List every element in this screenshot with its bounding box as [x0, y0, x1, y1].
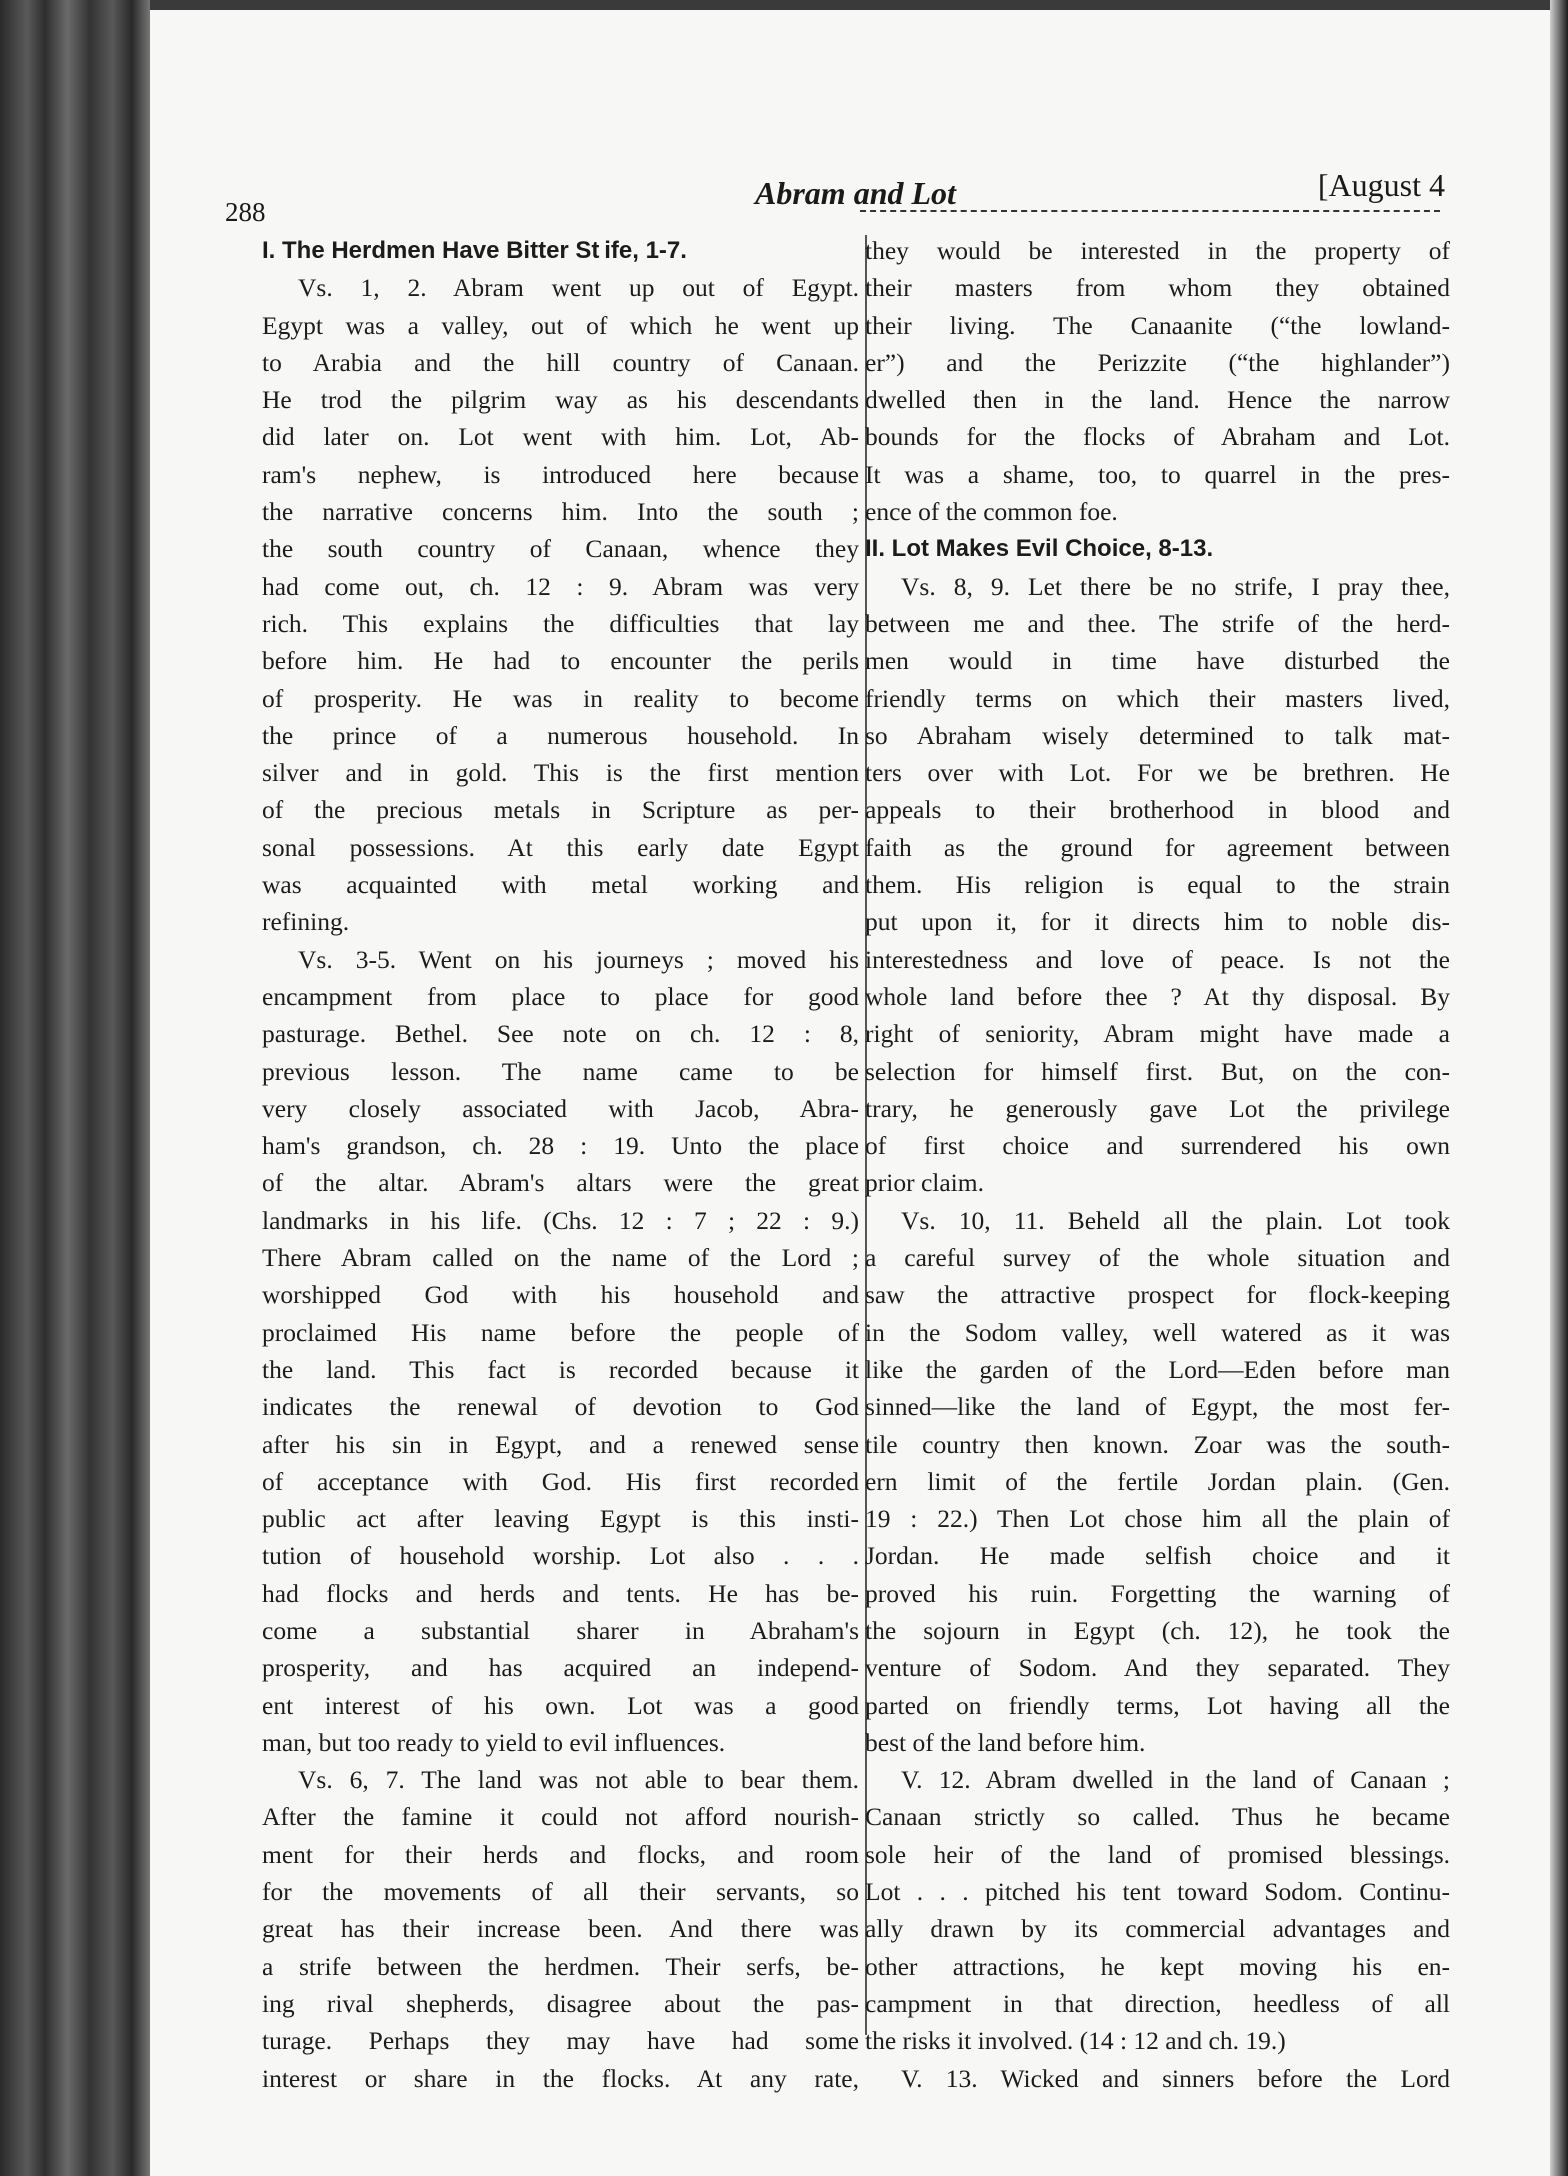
text-line: Vs. 8, 9. Let there be no strife, I pray thee,	[901, 571, 1450, 601]
text-line: them. His religion is equal to the strain	[865, 870, 1450, 900]
text-line: so Abraham wisely determined to talk mat-	[865, 720, 1450, 750]
text-line: landmarks in his life. (Chs. 12 : 7 ; 22 : 9.)	[262, 1205, 859, 1235]
text-line: a strife between the herdmen. Their serfs, be-	[262, 1951, 859, 1981]
text-line: come a substantial sharer in Abraham's	[262, 1615, 859, 1645]
text-line: of first choice and surrendered his own	[865, 1131, 1450, 1161]
text-line: before him. He had to encounter the perils	[262, 646, 859, 676]
text-line: encampment from place to place for good	[262, 981, 859, 1011]
text-line: they would be interested in the property of	[865, 236, 1450, 265]
text-line: ent interest of his own. Lot was a good	[262, 1690, 859, 1720]
text-line: V. 12. Abram dwelled in the land of Canaan ;	[901, 1765, 1450, 1795]
text-line: turage. Perhaps they may have had some	[262, 2026, 859, 2056]
text-line: in the Sodom valley, well watered as it was	[865, 1317, 1450, 1347]
running-title: Abram and Lot	[755, 175, 956, 211]
text-line: friendly terms on which their masters lived,	[865, 683, 1450, 713]
text-line: ern limit of the fertile Jordan plain. (Gen.	[865, 1466, 1450, 1496]
text-line: ters over with Lot. For we be brethren. He	[865, 758, 1450, 788]
text-line: interestedness and love of peace. Is not the	[865, 944, 1450, 974]
text-line: proclaimed His name before the people of	[262, 1317, 859, 1347]
text-line: like the garden of the Lord—Eden before man	[865, 1354, 1450, 1384]
text-line: indicates the renewal of devotion to God	[262, 1392, 859, 1422]
text-line: had come out, ch. 12 : 9. Abram was very	[262, 571, 859, 601]
text-line: their living. The Canaanite (“the lowland-	[865, 310, 1450, 340]
text-line: the risks it involved. (14 : 12 and ch. 19.)	[865, 2026, 1286, 2056]
text-line: It was a shame, too, to quarrel in the pres-	[865, 459, 1450, 489]
text-line: of the altar. Abram's altars were the great	[262, 1168, 859, 1198]
text-line: pasturage. Bethel. See note on ch. 12 : 8,	[262, 1019, 859, 1049]
text-line: of acceptance with God. His first recorded	[262, 1466, 859, 1496]
text-line: between me and thee. The strife of the herd-	[865, 608, 1450, 638]
text-line: other attractions, he kept moving his en-	[865, 1951, 1450, 1981]
text-line: to Arabia and the hill country of Canaan.	[262, 347, 859, 377]
running-date: [August 4	[1317, 167, 1445, 203]
text-line: had flocks and herds and tents. He has be-	[262, 1578, 859, 1608]
text-line: refining.	[262, 907, 350, 937]
text-line: trary, he generously gave Lot the privilege	[865, 1093, 1450, 1123]
text-line: V. 13. Wicked and sinners before the Lord	[901, 2063, 1450, 2093]
text-line: best of the land before him.	[865, 1727, 1146, 1757]
text-line: Vs. 6, 7. The land was not able to bear them.	[298, 1765, 859, 1795]
text-line: of prosperity. He was in reality to become	[262, 683, 859, 713]
text-line: sinned—like the land of Egypt, the most fer-	[865, 1392, 1450, 1422]
text-line: whole land before thee ? At thy disposal. By	[865, 981, 1450, 1011]
text-line: rich. This explains the difficulties that lay	[262, 608, 859, 638]
left-column	[262, 232, 859, 2097]
text-line: sonal possessions. At this early date Egypt	[262, 832, 859, 862]
text-line: ing rival shepherds, disagree about the pas-	[262, 1988, 859, 2018]
text-line: a careful survey of the whole situation and	[865, 1243, 1450, 1273]
book-binding-edge	[0, 0, 150, 2176]
running-header	[225, 167, 1445, 227]
text-line: ram's nephew, is introduced here because	[262, 459, 859, 489]
text-line: saw the attractive prospect for flock-keeping	[865, 1280, 1450, 1310]
text-line: great has their increase been. And there was	[262, 1914, 859, 1944]
text-line: parted on friendly terms, Lot having all the	[865, 1690, 1450, 1720]
text-line: the land. This fact is recorded because it	[262, 1354, 859, 1384]
text-line: appeals to their brotherhood in blood and	[865, 795, 1450, 825]
text-line: very closely associated with Jacob, Abra-	[262, 1093, 859, 1123]
text-line: Lot . . . pitched his tent toward Sodom. Continu-	[865, 1877, 1450, 1907]
text-line: previous lesson. The name came to be	[262, 1056, 859, 1086]
text-line: after his sin in Egypt, and a renewed sense	[262, 1429, 859, 1459]
text-line: bounds for the flocks of Abraham and Lot.	[865, 422, 1450, 452]
text-line: silver and in gold. This is the first mention	[262, 758, 859, 788]
text-line: the prince of a numerous household. In	[262, 720, 859, 750]
text-line: sole heir of the land of promised blessings.	[865, 1839, 1450, 1869]
right-page-edge	[1550, 0, 1568, 2176]
text-line: put upon it, for it directs him to noble dis-	[865, 907, 1450, 937]
text-line: selection for himself first. But, on the con-	[865, 1056, 1450, 1086]
text-line: er”) and the Perizzite (“the highlander”)	[865, 347, 1450, 377]
text-line: for the movements of all their servants, so	[262, 1877, 859, 1907]
text-line: proved his ruin. Forgetting the warning of	[865, 1578, 1450, 1608]
text-line: right of seniority, Abram might have made a	[865, 1019, 1450, 1049]
section-heading: I. The Herdmen Have Bitter St ife, 1-7.	[262, 237, 687, 264]
section-heading: II. Lot Makes Evil Choice, 8-13.	[865, 535, 1214, 563]
text-line: prior claim.	[865, 1168, 984, 1198]
text-line: ment for their herds and flocks, and room	[262, 1839, 859, 1869]
text-line: After the famine it could not afford nourish-	[262, 1802, 859, 1832]
text-line: was acquainted with metal working and	[262, 870, 859, 900]
text-line: public act after leaving Egypt is this insti-	[262, 1504, 859, 1534]
text-line: did later on. Lot went with him. Lot, Ab-	[262, 422, 859, 452]
text-line: ence of the common foe.	[865, 497, 1118, 527]
text-line: Egypt was a valley, out of which he went up	[262, 310, 859, 340]
text-line: interest or share in the flocks. At any rate,	[262, 2063, 859, 2093]
text-line: men would in time have disturbed the	[865, 646, 1450, 676]
text-line: Vs. 3-5. Went on his journeys ; moved his	[298, 944, 859, 974]
right-column	[865, 232, 1450, 2097]
text-line: man, but too ready to yield to evil influences.	[262, 1727, 726, 1757]
text-line: Jordan. He made selfish choice and it	[865, 1541, 1450, 1571]
page-number: 288	[225, 197, 266, 227]
text-line: their masters from whom they obtained	[865, 273, 1450, 303]
header-rule	[860, 210, 1440, 212]
text-line: the narrative concerns him. Into the south ;	[262, 497, 859, 527]
text-line: dwelled then in the land. Hence the narrow	[865, 385, 1450, 415]
text-line: of the precious metals in Scripture as per-	[262, 795, 859, 825]
text-line: He trod the pilgrim way as his descendants	[262, 385, 859, 415]
text-line: There Abram called on the name of the Lord ;	[262, 1243, 859, 1273]
text-line: campment in that direction, heedless of all	[865, 1988, 1450, 2018]
text-line: worshipped God with his household and	[262, 1280, 859, 1310]
text-line: prosperity, and has acquired an independ-	[262, 1653, 859, 1683]
text-line: the south country of Canaan, whence they	[262, 534, 859, 564]
text-line: venture of Sodom. And they separated. They	[865, 1653, 1450, 1683]
text-line: Vs. 10, 11. Beheld all the plain. Lot took	[901, 1205, 1450, 1235]
text-line: tile country then known. Zoar was the south-	[865, 1429, 1450, 1459]
text-line: tution of household worship. Lot also . . .	[262, 1541, 859, 1571]
text-line: ally drawn by its commercial advantages and	[865, 1914, 1450, 1944]
text-line: Canaan strictly so called. Thus he became	[865, 1802, 1450, 1832]
text-line: Vs. 1, 2. Abram went up out of Egypt.	[298, 273, 859, 303]
text-line: ham's grandson, ch. 28 : 19. Unto the place	[262, 1131, 859, 1161]
text-line: faith as the ground for agreement between	[865, 832, 1450, 862]
text-line: the sojourn in Egypt (ch. 12), he took the	[865, 1615, 1450, 1645]
text-line: 19 : 22.) Then Lot chose him all the plain of	[865, 1504, 1450, 1534]
